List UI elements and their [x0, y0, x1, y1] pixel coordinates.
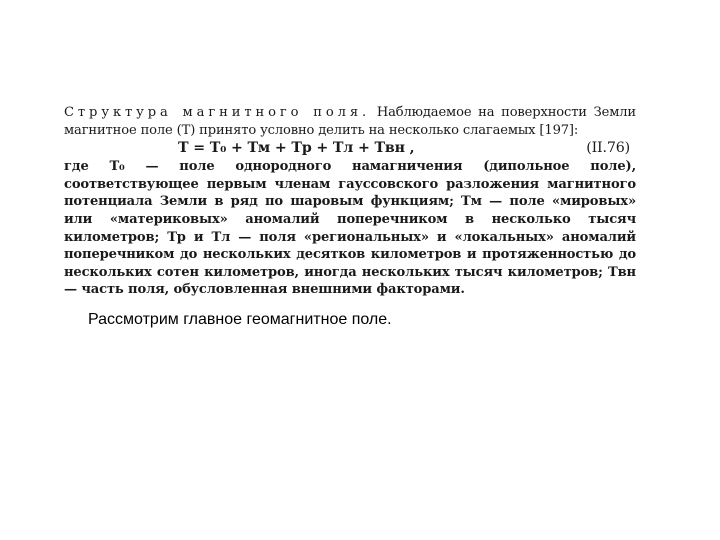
- intro-paragraph: [64, 104, 636, 139]
- scanned-text-excerpt: [64, 104, 636, 299]
- field-decomposition-formula: T = T₀ + Tм + Tр + Tл + Tвн ,: [178, 140, 415, 157]
- slide-caption: Рассмотрим главное геомагнитное поле.: [88, 311, 392, 328]
- section-heading: Структура магнитного поля.: [64, 105, 371, 120]
- equation-number: (II.76): [586, 140, 630, 157]
- formula-line: [64, 139, 636, 158]
- definitions-paragraph: где T₀ — поле однородного намагничения (дипольное поле), соответствующее первым членам гауссовского разложения магнитного потенциала Земли в ряд по шаровым функциям; Tм — поле «мировых» или «материковых» аномалий поперечником в несколько тысяч километров; Tр и Tл — поля «региональных» и «локальных» аномалий поперечником до нескольких десятков километров и протяженностью до нескольких сотен километров, иногда нескольких тысяч километров; Tвн — часть поля, обусловленная внешними факторами.: [64, 159, 636, 298]
- intro-text: Наблюдаемое на поверхности Земли магнитное поле (T) принято условно делить на несколько слагаемых [197]:: [64, 105, 636, 138]
